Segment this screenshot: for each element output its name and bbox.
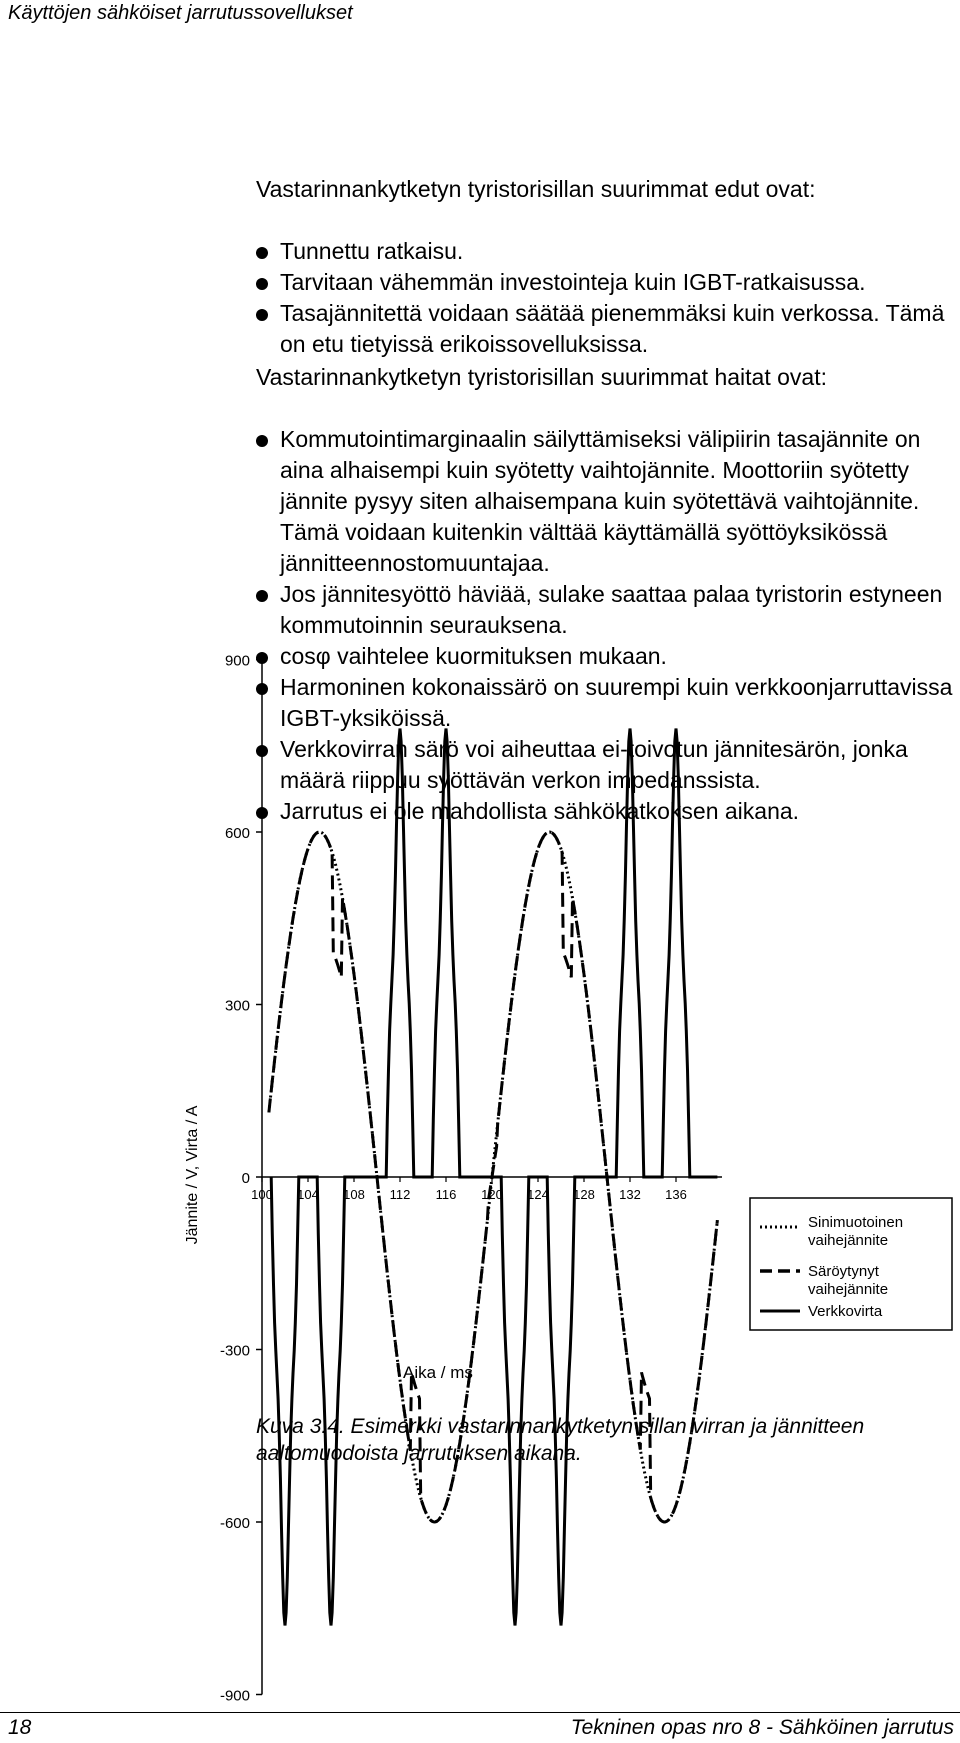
- x-tick-label: 124: [527, 1187, 549, 1202]
- y-axis-label: Jännite / V, Virta / A: [184, 1105, 201, 1245]
- list-item: Tarvitaan vähemmän investointeja kuin IGBT-ratkaisussa.: [256, 267, 956, 298]
- list-item: cosφ vaihtelee kuormituksen mukaan.: [256, 641, 956, 672]
- x-tick-label: 116: [435, 1187, 457, 1202]
- list-item: Tunnettu ratkaisu.: [256, 236, 956, 267]
- x-tick-label: 136: [665, 1187, 687, 1202]
- list-item: Harmoninen kokonaissärö on suurempi kuin verkkoonjarruttavissa IGBT-yksiköissä.: [256, 672, 956, 734]
- y-tick-label: 900: [224, 652, 250, 670]
- x-tick-label: 132: [619, 1187, 641, 1202]
- x-tick-label: 112: [389, 1187, 411, 1202]
- footer-divider: [0, 1712, 960, 1713]
- x-axis-label: Aika / ms: [403, 1363, 473, 1382]
- advantages-list: [256, 236, 956, 360]
- list-item: Tasajännitettä voidaan säätää pienemmäksi kuin verkossa. Tämä on etu tietyissä erikoissovelluksissa.: [256, 298, 956, 360]
- y-tick-label: -900: [219, 1687, 250, 1705]
- list-item: Jos jännitesyöttö häviää, sulake saattaa palaa tyristorin estyneen kommutoinnin seurauksena.: [256, 579, 956, 641]
- legend-label-verkkovirta: Verkkovirta: [808, 1303, 883, 1320]
- legend: [750, 1198, 952, 1330]
- y-tick-label: 600: [224, 825, 250, 842]
- header-title: Käyttöjen sähköiset jarrutussovellukset: [8, 2, 353, 24]
- list-item: Jarrutus ei ole mahdollista sähkökatkoksen aikana.: [256, 796, 956, 827]
- y-tick-label: -300: [219, 1342, 250, 1360]
- y-tick-label: -600: [219, 1515, 250, 1532]
- x-tick-label: 100: [251, 1187, 273, 1202]
- disadvantages-section: [256, 362, 956, 827]
- advantages-section: [256, 174, 956, 360]
- disadvantages-heading: Vastarinnankytketyn tyristorisillan suurimmat haitat ovat:: [256, 364, 827, 390]
- legend-label-saroytynyt: Säröytynyt vaihejännite: [808, 1263, 889, 1298]
- page-number: 18: [8, 1716, 32, 1739]
- x-tick-label: 108: [343, 1187, 365, 1202]
- y-tick-label: 0: [241, 1170, 250, 1187]
- x-tick-label: 128: [573, 1187, 595, 1202]
- advantages-heading: Vastarinnankytketyn tyristorisillan suurimmat edut ovat:: [256, 176, 816, 202]
- disadvantages-list: [256, 424, 956, 827]
- x-tick-label: 120: [481, 1187, 503, 1202]
- figure-caption: Kuva 3.4. Esimerkki vastarinnankytketyn sillan virran ja jännitteen aaltomuodoista jarrutuksen aikana.: [256, 1415, 865, 1465]
- list-item: Verkkovirran särö voi aiheuttaa ei-toivotun jännitesärön, jonka määrä riippuu syöttävän verkon impedanssista.: [256, 734, 956, 796]
- list-item: Kommutointimarginaalin säilyttämiseksi välipiirin tasajännite on aina alhaisempi kuin syötetty vaihtojännite. Moottoriin syötetty jännite pysyy siten alhaisempana kuin syötettävä vaihtojännite. Tämä voidaan kuitenkin välttää käyttämällä syöttöyksikössä jännitteennostomuuntajaa.: [256, 424, 956, 579]
- legend-label-sinimuotoinen: Sinimuotoinen vaihejännite: [808, 1214, 904, 1249]
- footer-title: Tekninen opas nro 8 - Sähköinen jarrutus: [570, 1716, 954, 1739]
- y-tick-label: 300: [224, 997, 250, 1015]
- x-tick-label: 104: [297, 1187, 319, 1202]
